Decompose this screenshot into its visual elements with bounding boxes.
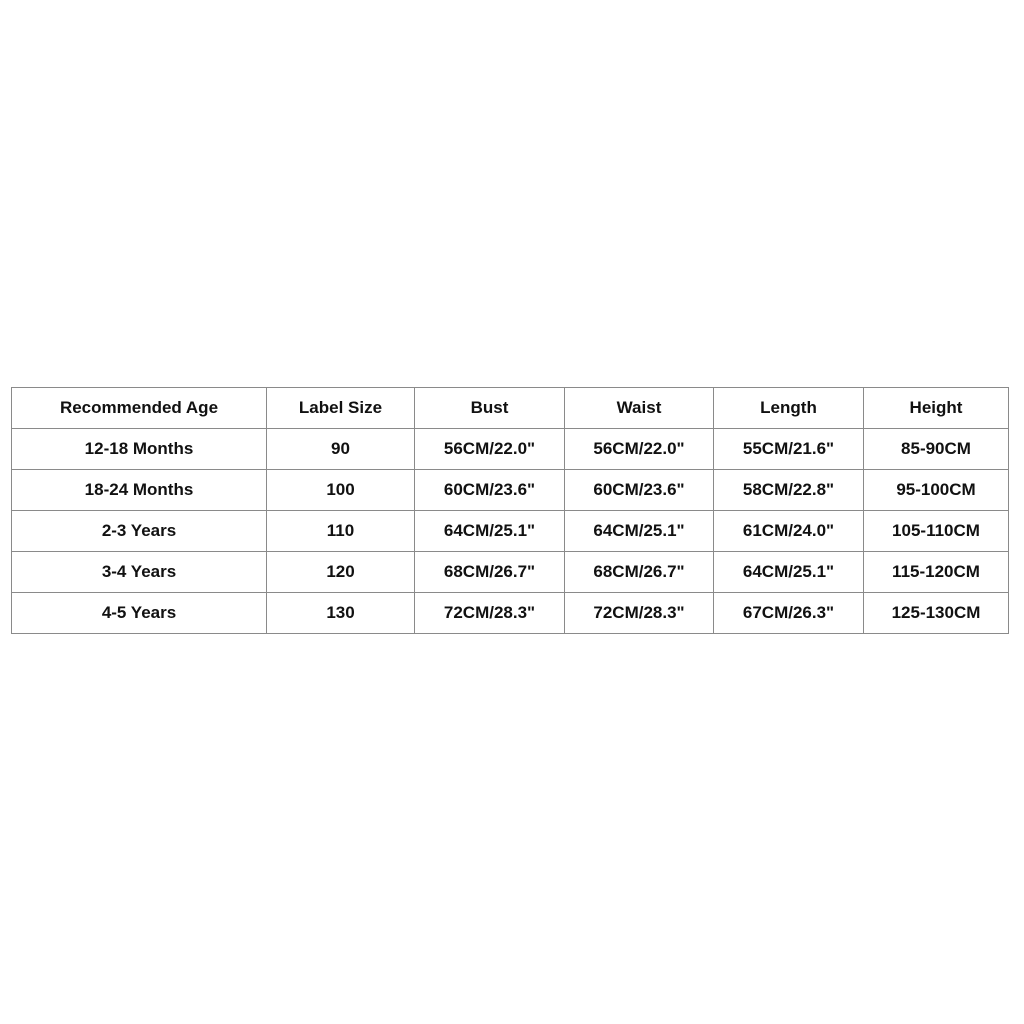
cell-length: 55CM/21.6" xyxy=(714,429,864,470)
cell-height: 125-130CM xyxy=(864,593,1009,634)
table-header-row xyxy=(12,388,1009,429)
cell-bust: 56CM/22.0" xyxy=(415,429,565,470)
cell-waist: 68CM/26.7" xyxy=(565,552,714,593)
cell-label-size: 90 xyxy=(267,429,415,470)
cell-height: 95-100CM xyxy=(864,470,1009,511)
cell-bust: 60CM/23.6" xyxy=(415,470,565,511)
cell-length: 64CM/25.1" xyxy=(714,552,864,593)
cell-bust: 64CM/25.1" xyxy=(415,511,565,552)
header-height: Height xyxy=(864,388,1009,429)
cell-bust: 72CM/28.3" xyxy=(415,593,565,634)
cell-bust: 68CM/26.7" xyxy=(415,552,565,593)
table-row xyxy=(12,429,1009,470)
cell-recommended-age: 3-4 Years xyxy=(12,552,267,593)
table-row xyxy=(12,552,1009,593)
cell-length: 67CM/26.3" xyxy=(714,593,864,634)
cell-waist: 72CM/28.3" xyxy=(565,593,714,634)
cell-label-size: 110 xyxy=(267,511,415,552)
table-row xyxy=(12,593,1009,634)
header-label-size: Label Size xyxy=(267,388,415,429)
cell-recommended-age: 18-24 Months xyxy=(12,470,267,511)
header-bust: Bust xyxy=(415,388,565,429)
header-length: Length xyxy=(714,388,864,429)
size-chart-table xyxy=(11,387,1009,634)
cell-label-size: 120 xyxy=(267,552,415,593)
cell-waist: 60CM/23.6" xyxy=(565,470,714,511)
cell-label-size: 130 xyxy=(267,593,415,634)
cell-label-size: 100 xyxy=(267,470,415,511)
cell-recommended-age: 4-5 Years xyxy=(12,593,267,634)
cell-height: 85-90CM xyxy=(864,429,1009,470)
table-row xyxy=(12,511,1009,552)
header-waist: Waist xyxy=(565,388,714,429)
cell-waist: 64CM/25.1" xyxy=(565,511,714,552)
cell-length: 61CM/24.0" xyxy=(714,511,864,552)
cell-recommended-age: 2-3 Years xyxy=(12,511,267,552)
cell-length: 58CM/22.8" xyxy=(714,470,864,511)
cell-height: 105-110CM xyxy=(864,511,1009,552)
cell-height: 115-120CM xyxy=(864,552,1009,593)
header-recommended-age: Recommended Age xyxy=(12,388,267,429)
cell-waist: 56CM/22.0" xyxy=(565,429,714,470)
cell-recommended-age: 12-18 Months xyxy=(12,429,267,470)
table-row xyxy=(12,470,1009,511)
